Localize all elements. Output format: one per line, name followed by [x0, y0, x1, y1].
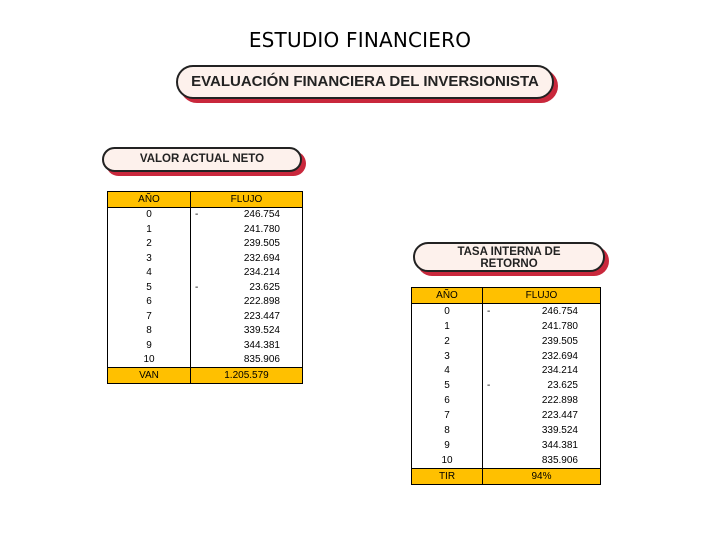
- van-flow-cell: 339.524: [243, 325, 280, 337]
- tir-row: [412, 319, 601, 334]
- van-year-cell: 8: [108, 324, 191, 339]
- van-row: [108, 324, 303, 339]
- tir-year-cell: 2: [412, 334, 483, 349]
- tir-year-cell: 0: [412, 303, 483, 318]
- van-sign-cell: -: [195, 209, 199, 221]
- tir-row: [412, 303, 601, 318]
- tir-sign-cell: [483, 363, 510, 378]
- tir-footer-row: [412, 468, 601, 484]
- tir-row: [412, 393, 601, 408]
- van-year-cell: 2: [108, 237, 191, 252]
- van-footer-row: [108, 368, 303, 384]
- van-row: [108, 237, 303, 252]
- tir-sign-cell: [483, 319, 510, 334]
- tir-flow-cell: 23.625: [547, 380, 578, 392]
- tir-flow-cell: 241.780: [541, 320, 578, 332]
- tir-row: [412, 423, 601, 438]
- van-banner: VALOR ACTUAL NETO: [102, 147, 302, 172]
- tir-row: [412, 349, 601, 364]
- tir-flow-cell: 239.505: [541, 335, 578, 347]
- tir-row: [412, 453, 601, 468]
- tir-year-header: AÑO: [412, 288, 483, 304]
- tir-flow-cell: 232.694: [541, 350, 578, 362]
- van-sign-cell: [191, 237, 210, 252]
- tir-year-cell: 1: [412, 319, 483, 334]
- tir-flow-cell: 835.906: [541, 454, 578, 466]
- page-title: ESTUDIO FINANCIERO: [248, 28, 472, 52]
- van-row: [108, 295, 303, 310]
- tir-year-cell: 4: [412, 363, 483, 378]
- van-year-cell: 1: [108, 222, 191, 237]
- tir-table-header: [412, 288, 601, 304]
- van-row: [108, 266, 303, 281]
- tir-footer-label: TIR: [412, 468, 483, 484]
- evaluation-banner: EVALUACIÓN FINANCIERA DEL INVERSIONISTA: [176, 65, 554, 99]
- van-year-cell: 3: [108, 251, 191, 266]
- van-flow-cell: 232.694: [243, 252, 280, 264]
- van-flow-cell: 344.381: [243, 339, 280, 351]
- van-year-header: AÑO: [108, 192, 191, 208]
- van-flow-cell: 222.898: [243, 296, 280, 308]
- van-row: [108, 222, 303, 237]
- van-row: [108, 207, 303, 222]
- van-sign-cell: [191, 251, 210, 266]
- tir-year-cell: 3: [412, 349, 483, 364]
- van-flow-cell: 239.505: [243, 238, 280, 250]
- tir-sign-cell: [483, 423, 510, 438]
- van-sign-cell: [191, 353, 210, 368]
- van-flow-header: FLUJO: [191, 192, 303, 208]
- tir-row: [412, 378, 601, 393]
- van-table-body: [108, 192, 303, 384]
- tir-sign-cell: [483, 334, 510, 349]
- tir-sign-cell: [483, 393, 510, 408]
- van-sign-cell: [191, 295, 210, 310]
- tir-flow-cell: 223.447: [541, 410, 578, 422]
- tir-row: [412, 438, 601, 453]
- van-table: [107, 191, 303, 384]
- van-footer-value: 1.205.579: [191, 368, 303, 384]
- tir-row: [412, 334, 601, 349]
- van-sign-cell: [191, 222, 210, 237]
- van-year-cell: 5: [108, 280, 191, 295]
- van-year-cell: 4: [108, 266, 191, 281]
- van-sign-cell: [191, 324, 210, 339]
- tir-year-cell: 10: [412, 453, 483, 468]
- tir-flow-cell: 344.381: [541, 439, 578, 451]
- tir-year-cell: 5: [412, 378, 483, 393]
- tir-flow-header: FLUJO: [483, 288, 601, 304]
- van-sign-cell: -: [195, 281, 199, 293]
- van-row: [108, 338, 303, 353]
- van-row: [108, 280, 303, 295]
- tir-banner: [413, 242, 605, 272]
- tir-flow-cell: 222.898: [541, 395, 578, 407]
- van-row: [108, 353, 303, 368]
- tir-flow-cell: 339.524: [541, 424, 578, 436]
- van-year-cell: 0: [108, 207, 191, 222]
- van-sign-cell: [191, 309, 210, 324]
- tir-banner-line2: RETORNO: [480, 258, 538, 270]
- tir-year-cell: 6: [412, 393, 483, 408]
- tir-sign-cell: [483, 453, 510, 468]
- tir-footer-value: 94%: [483, 468, 601, 484]
- van-flow-cell: 23.625: [249, 281, 280, 293]
- tir-sign-cell: [483, 438, 510, 453]
- tir-flow-cell: 246.754: [541, 305, 578, 317]
- tir-table: [411, 287, 601, 485]
- van-flow-cell: 234.214: [243, 267, 280, 279]
- van-flow-cell: 835.906: [243, 354, 280, 366]
- van-table-header: [108, 192, 303, 208]
- tir-table-body: [412, 288, 601, 485]
- van-year-cell: 10: [108, 353, 191, 368]
- tir-row: [412, 408, 601, 423]
- van-flow-cell: 246.754: [243, 209, 280, 221]
- tir-flow-cell: 234.214: [541, 365, 578, 377]
- tir-banner-line1: TASA INTERNA DE: [457, 246, 561, 258]
- van-flow-cell: 241.780: [243, 223, 280, 235]
- van-row: [108, 251, 303, 266]
- tir-sign-cell: -: [487, 380, 491, 392]
- van-row: [108, 309, 303, 324]
- van-sign-cell: [191, 338, 210, 353]
- van-sign-cell: [191, 266, 210, 281]
- tir-year-cell: 8: [412, 423, 483, 438]
- tir-row: [412, 363, 601, 378]
- tir-sign-cell: [483, 349, 510, 364]
- van-footer-label: VAN: [108, 368, 191, 384]
- van-year-cell: 6: [108, 295, 191, 310]
- van-year-cell: 9: [108, 338, 191, 353]
- tir-year-cell: 7: [412, 408, 483, 423]
- van-year-cell: 7: [108, 309, 191, 324]
- van-flow-cell: 223.447: [243, 310, 280, 322]
- tir-sign-cell: -: [487, 305, 491, 317]
- tir-sign-cell: [483, 408, 510, 423]
- tir-year-cell: 9: [412, 438, 483, 453]
